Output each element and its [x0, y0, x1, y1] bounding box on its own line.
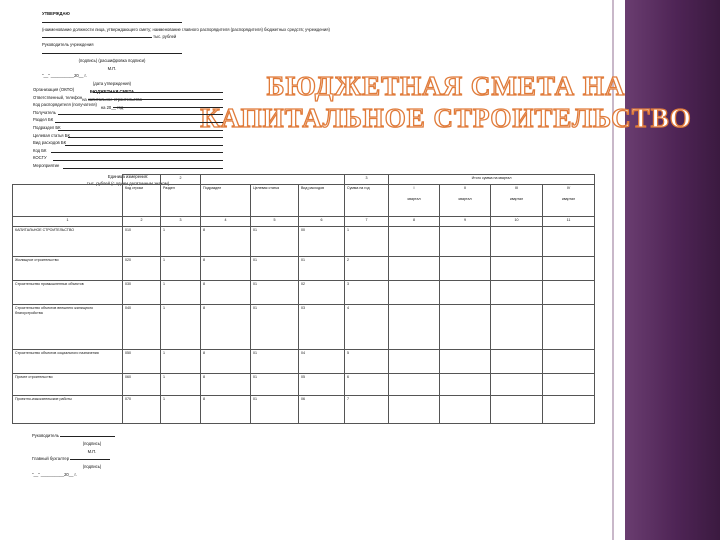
field-row: Код распорядителя (получателя): [33, 101, 223, 109]
date-caption: (дата утверждения): [92, 81, 132, 87]
unit-caption-2: тыс. рублей (с одним десятичным знаком): [86, 181, 170, 187]
signature-footer: [32, 432, 142, 479]
signature-caption: (подпись) (расшифровка подписи): [78, 57, 146, 63]
col-number: 4: [201, 217, 251, 227]
row-name: Строительство объектов внешнего жилищного благоустройства: [13, 304, 123, 350]
row-name: Строительство промышленных объектов: [13, 280, 123, 304]
field-row: КОСГУ: [33, 154, 223, 162]
row-cell: 7: [345, 395, 389, 423]
row-cell: 04: [299, 350, 345, 374]
row-cell: 3: [345, 280, 389, 304]
estimate-table: [12, 174, 595, 424]
row-cell: 01: [251, 395, 299, 423]
row-code: 050: [123, 350, 161, 374]
doc-year: на 20__ год: [100, 104, 124, 110]
col-number: 7: [345, 217, 389, 227]
row-cell: 1: [161, 226, 201, 256]
head-line: [42, 49, 227, 57]
table-row: [13, 350, 595, 374]
col-number: 10: [491, 217, 543, 227]
row-cell: 1: [161, 395, 201, 423]
row-cell: 01: [251, 280, 299, 304]
table-row: [13, 226, 595, 256]
col-subsection: Подраздел: [201, 184, 251, 217]
slide-title: [196, 70, 696, 134]
row-code: 030: [123, 280, 161, 304]
doc-title: БЮДЖЕТНАЯ СМЕТА: [89, 88, 135, 94]
date-line: "__" __________20__ г.: [42, 73, 87, 79]
col-number: 5: [251, 217, 299, 227]
row-code: 070: [123, 395, 161, 423]
row-cell: 01: [251, 350, 299, 374]
footer-date: "__" __________20__ г.: [32, 471, 77, 477]
unit-label: тыс. рублей: [42, 33, 227, 41]
row-name: Прочее строительство: [13, 374, 123, 396]
footer-sign-caption: (подпись): [82, 440, 102, 446]
col-number: 11: [543, 217, 595, 227]
field-row: Организация (ОКПО): [33, 86, 223, 94]
row-cell: 03: [299, 304, 345, 350]
approver-line: [42, 18, 227, 26]
col-target: Целевая статья: [251, 184, 299, 217]
row-cell: 01: [299, 256, 345, 280]
quarter-1: I квартал: [389, 184, 440, 217]
col-number: 8: [389, 217, 440, 227]
row-cell: 01: [251, 374, 299, 396]
header-row-cols: [13, 184, 595, 217]
row-cell: 1: [161, 256, 201, 280]
field-row: Вид расходов БК: [33, 139, 223, 147]
column-numbers-row: [13, 217, 595, 227]
quarter-2: II квартал: [440, 184, 491, 217]
row-cell: 8: [201, 256, 251, 280]
col-type: Вид расходов: [299, 184, 345, 217]
footer-sign-caption-2: (подпись): [82, 464, 102, 470]
row-cell: 1: [161, 350, 201, 374]
row-cell: 00: [299, 226, 345, 256]
row-cell: 6: [345, 374, 389, 396]
col-section: Раздел: [161, 184, 201, 217]
col-number: 2: [123, 217, 161, 227]
field-row: Мероприятие: [33, 162, 223, 170]
quarter-3: III квартал: [491, 184, 543, 217]
row-cell: 2: [345, 256, 389, 280]
field-row: Целевая статья БК: [33, 132, 223, 140]
footer-head: Руководитель: [32, 432, 142, 440]
row-cell: 8: [201, 280, 251, 304]
col-number: 3: [161, 217, 201, 227]
row-cell: 8: [201, 395, 251, 423]
row-cell: 1: [161, 280, 201, 304]
field-row: Ответственный, телефон: [33, 94, 223, 102]
table-row: [13, 374, 595, 396]
col-number: 9: [440, 217, 491, 227]
row-cell: 1: [161, 304, 201, 350]
row-cell: 01: [251, 304, 299, 350]
row-cell: 01: [251, 226, 299, 256]
col-number: 6: [299, 217, 345, 227]
field-row: Раздел БК: [33, 116, 223, 124]
unit-caption-1: Единица измерения:: [107, 173, 149, 179]
table-row: [13, 256, 595, 280]
row-cell: 1: [161, 374, 201, 396]
field-row: Подраздел БК: [33, 124, 223, 132]
row-cell: 1: [345, 226, 389, 256]
row-name: Проектно-изыскательские работы: [13, 395, 123, 423]
row-cell: 06: [299, 395, 345, 423]
header-top-3: 3: [345, 175, 389, 185]
row-cell: 8: [201, 304, 251, 350]
field-row: Получатель: [33, 109, 223, 117]
requisites-block: [33, 86, 223, 188]
row-cell: 4: [345, 304, 389, 350]
doc-subtitle: на капитальное строительство: [82, 96, 142, 102]
mp-label: М.П.: [107, 65, 117, 71]
row-code: 020: [123, 256, 161, 280]
row-cell: 8: [201, 374, 251, 396]
field-row: Код БК: [33, 147, 223, 155]
col-year-sum: Сумма на год: [345, 184, 389, 217]
row-code: 060: [123, 374, 161, 396]
row-cell: 02: [299, 280, 345, 304]
row-name: Строительство объектов социального назначения: [13, 350, 123, 374]
title-line-2: КАПИТАЛЬНОЕ СТРОИТЕЛЬСТВО: [200, 103, 692, 133]
table-row: [13, 304, 595, 350]
row-cell: 8: [201, 226, 251, 256]
row-name: Жилищное строительство: [13, 256, 123, 280]
footer-accountant: Главный бухгалтер: [32, 455, 142, 463]
approver-caption: (наименование должности лица, утверждающего смету; наименование главного распорядителя (распорядителя) бюджетных средств; учреждения): [42, 26, 330, 32]
footer-mp: М.П.: [87, 448, 97, 454]
row-cell: 5: [345, 350, 389, 374]
quarter-4: IV квартал: [543, 184, 595, 217]
col-number: 1: [13, 217, 123, 227]
table-row: [13, 395, 595, 423]
header-top-2: 2: [161, 175, 201, 185]
table-row: [13, 280, 595, 304]
row-name: КАПИТАЛЬНОЕ СТРОИТЕЛЬСТВО: [13, 226, 123, 256]
quarters-header: Итого сумма на квартал: [389, 175, 595, 185]
header-row-top: [13, 175, 595, 185]
head-label: Руководитель учреждения: [42, 42, 94, 48]
col-code: Код строки: [123, 184, 161, 217]
title-line-1: БЮДЖЕТНАЯ СМЕТА НА: [266, 71, 626, 101]
row-cell: 8: [201, 350, 251, 374]
row-code: 040: [123, 304, 161, 350]
approve-label: УТВЕРЖДАЮ: [42, 11, 70, 16]
row-cell: 01: [251, 256, 299, 280]
row-code: 010: [123, 226, 161, 256]
row-cell: 05: [299, 374, 345, 396]
